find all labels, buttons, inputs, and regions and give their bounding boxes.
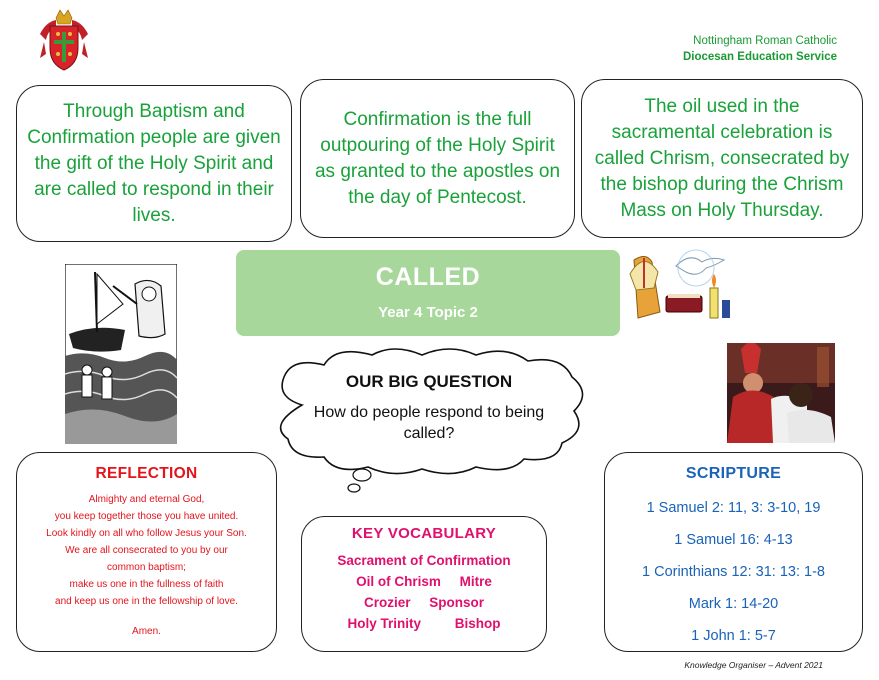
diocese-crest-logo (36, 8, 92, 74)
fact-text: The oil used in the sacramental celebration is called Chrism, consecrated by the bishop during the Chrism Mass on Holy Thursday. (594, 95, 850, 221)
prayer-line: make us one in the fullness of faith (69, 579, 224, 590)
big-question (300, 372, 558, 444)
prayer-line: We are all consecrated to you by our (65, 545, 228, 556)
vocabulary-heading: KEY VOCABULARY (351, 525, 497, 542)
vocab-term: Oil of Chrism (356, 574, 441, 589)
topic-title-banner (236, 250, 620, 336)
vocab-term: Mitre (459, 574, 492, 589)
reflection-box (16, 452, 277, 652)
vocab-term: Crozier (363, 595, 411, 610)
scripture-reference: 1 Samuel 2: 11, 3: 3-10, 19 (646, 500, 821, 516)
organisation-header (683, 33, 837, 65)
big-question-heading: OUR BIG QUESTION (345, 372, 513, 391)
big-question-text: How do people respond to being called? (313, 404, 545, 442)
scripture-box (604, 452, 863, 652)
vocab-term: Bishop (454, 616, 501, 631)
service-name: Diocesan Education Service (682, 51, 837, 63)
vocab-term: Sacrament of Confirmation (337, 553, 511, 568)
fact-box-chrism (581, 79, 863, 238)
prayer-line: you keep together those you have united. (54, 511, 239, 522)
organisation-name: Nottingham Roman Catholic (693, 35, 837, 47)
prayer-line: common baptism; (107, 562, 186, 573)
confirmation-symbols-illustration (626, 248, 734, 326)
scripture-reference: 1 Corinthians 12: 31: 13: 1-8 (642, 564, 825, 580)
vocab-term: Holy Trinity (347, 616, 421, 631)
footer-note: Knowledge Organiser – Advent 2021 (684, 660, 823, 670)
topic-title: CALLED (375, 263, 481, 291)
reflection-prayer (17, 491, 276, 610)
scripture-heading: SCRIPTURE (685, 465, 782, 482)
fact-text: Through Baptism and Confirmation people are given the gift of the Holy Spirit and are called to respond in their lives. (27, 100, 281, 226)
scripture-reference: 1 John 1: 5-7 (691, 628, 776, 644)
prayer-line: Look kindly on all who follow Jesus your Son. (46, 528, 247, 539)
confirmation-ceremony-photo (727, 343, 835, 443)
vocab-term: Sponsor (429, 595, 485, 610)
prayer-line: and keep us one in the fellowship of love. (55, 596, 238, 607)
reflection-heading: REFLECTION (95, 465, 198, 482)
key-vocabulary-box (301, 516, 547, 652)
topic-subtitle: Year 4 Topic 2 (378, 304, 478, 321)
scripture-reference: 1 Samuel 16: 4-13 (674, 532, 793, 548)
fact-box-confirmation (300, 79, 575, 238)
scripture-reference: Mark 1: 14-20 (688, 596, 779, 612)
fishermen-boat-illustration (65, 264, 177, 444)
fact-box-baptism (16, 85, 292, 242)
fact-text: Confirmation is the full outpouring of the Holy Spirit as granted to the apostles on the day of Pentecost. (314, 108, 561, 208)
prayer-closing: Amen. (132, 626, 161, 637)
prayer-line: Almighty and eternal God, (88, 494, 205, 505)
